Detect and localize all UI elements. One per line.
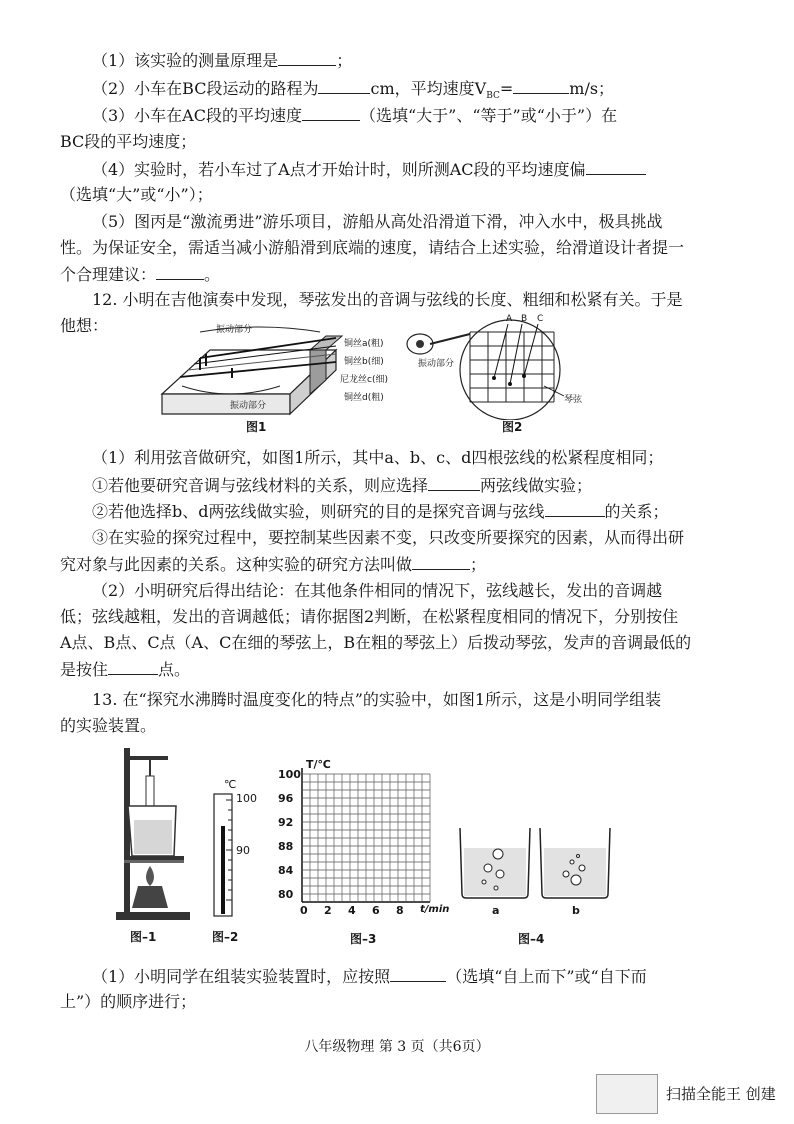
figure-caption: 图–1: [130, 930, 157, 944]
q11-part5-cont: 性。为保证安全，需适当减小游船滑到底端的速度，请结合上述实验，给滑道设计者提一: [60, 238, 685, 257]
boiling-apparatus-figure: [110, 746, 196, 946]
answer-blank[interactable]: [318, 77, 370, 94]
graph-y-tick: 80: [278, 888, 294, 901]
temperature-grid: [270, 766, 460, 916]
q12-part2-cont: 低；弦线越粗，发出的音调越低；请你据图2判断，在松紧程度相同的情况下，分别按住: [60, 607, 679, 626]
thermometer-tick: 90: [236, 844, 250, 857]
thermometer-unit: ℃: [224, 778, 237, 791]
answer-blank[interactable]: [428, 474, 480, 491]
q12-intro-cont: 他想：: [60, 316, 109, 335]
figure-caption: 图–2: [212, 930, 239, 944]
answer-blank[interactable]: [390, 965, 446, 982]
q11-part5: （5）图丙是“激流勇进”游乐项目，游船从高处沿滑道下滑，冲入水中，极具挑战: [92, 212, 663, 231]
point-a-label: A: [506, 314, 513, 324]
vibration-part-label: 振动部分: [418, 359, 455, 369]
guitar-figure: [404, 316, 604, 434]
beaker-a-label: a: [492, 904, 500, 917]
temperature-graph-figure: [270, 758, 460, 948]
q13-intro: 13. 在“探究水沸腾时温度变化的特点”的实验中，如图1所示，这是小明同学组装: [92, 690, 662, 709]
graph-y-tick: 88: [278, 840, 294, 853]
apparatus-drawing: [110, 746, 196, 924]
answer-blank[interactable]: [108, 658, 158, 675]
beaker-b-label: b: [572, 904, 580, 917]
q12-intro: 12. 小明在吉他演奏中发现，琴弦发出的音调与弦线的长度、粗细和松紧有关。于是: [92, 290, 683, 309]
graph-x-tick: 2: [324, 904, 332, 917]
q11-part5-end: 个合理建议： 。: [60, 265, 221, 284]
thermometer-figure: [208, 778, 268, 946]
q12-part2: （2）小明研究后得出结论：在其他条件相同的情况下，弦线越长，发出的音调越: [92, 581, 663, 600]
wire-label-d: 铜丝d(粗): [344, 393, 384, 403]
scanner-watermark: [596, 1074, 786, 1114]
beakers-drawing: [456, 818, 616, 902]
q12-part1a: ①若他要研究音调与弦线材料的关系，则应选择 两弦线做实验；: [92, 476, 593, 495]
q13-part1: （1）小明同学在组装实验装置时，应按照 （选填“自上而下”或“自下而: [92, 967, 647, 986]
qr-logo-icon: [596, 1074, 658, 1114]
page-footer: 八年级物理 第 3 页（共6页）: [304, 1039, 490, 1055]
point-c-label: C: [537, 314, 544, 324]
graph-y-tick: 96: [278, 792, 294, 805]
q11-part3-cont: BC段的平均速度；: [60, 132, 197, 151]
graph-x-tick: 6: [372, 904, 380, 917]
answer-blank[interactable]: [412, 553, 470, 570]
answer-blank[interactable]: [156, 263, 204, 280]
vibration-part-label: 振动部分: [216, 325, 253, 335]
q12-part2-cont2: A点、B点、C点（A、C在细的琴弦上，B在粗的琴弦上）后拨动琴弦，发声的音调最低的: [60, 633, 692, 652]
q11-part3: （3）小车在AC段的平均速度 （选填“大于”、“等于”或“小于”）在: [92, 106, 618, 125]
point-b-label: B: [521, 314, 528, 324]
q11-part4-cont: （选填“大”或“小”）；: [60, 185, 213, 204]
q11-part1: （1）该实验的测量原理是 ；: [92, 51, 353, 70]
answer-blank[interactable]: [302, 104, 360, 121]
q11-part4: （4）实验时，若小车过了A点才开始计时，则所测AC段的平均速度偏: [92, 158, 646, 181]
figure-caption: 图1: [246, 420, 267, 434]
vibration-part-label: 振动部分: [230, 401, 267, 411]
wire-label-a: 铜丝a(粗): [344, 339, 384, 349]
string-label: 琴弦: [564, 395, 583, 405]
graph-y-label: T/℃: [306, 758, 331, 771]
string-board-figure: [160, 322, 386, 434]
q12-part1b: ②若他选择b、d两弦线做实验，则研究的目的是探究音调与弦线 的关系；: [92, 502, 669, 521]
answer-blank[interactable]: [545, 500, 605, 517]
q12-part1c: ③在实验的探究过程中，要控制某些因素不变，只改变所要探究的因素，从而得出研: [92, 528, 685, 547]
q11-part2: （2）小车在BC段运动的路程为 cm，平均速度$V_{BC}= m/s$；: [92, 79, 615, 102]
figure-caption: 图2: [502, 420, 523, 434]
graph-y-tick: 84: [278, 864, 294, 877]
graph-y-tick: 100: [278, 768, 301, 781]
q13-part1-cont: 上”）的顺序进行；: [60, 992, 197, 1011]
answer-blank[interactable]: [278, 49, 336, 66]
q13-intro-cont: 的实验装置。: [60, 716, 157, 735]
watermark-text: 扫描全能王 创建: [666, 1085, 776, 1103]
answer-blank[interactable]: [586, 158, 646, 175]
q12-part2-end: 是按住 点。: [60, 660, 191, 679]
graph-y-tick: 92: [278, 816, 294, 829]
answer-blank[interactable]: [513, 77, 569, 94]
figure-caption: 图–4: [518, 932, 545, 946]
figure-caption: 图–3: [350, 932, 377, 946]
graph-x-label: t/min: [420, 904, 450, 915]
graph-x-tick: 8: [396, 904, 404, 917]
wire-label-b: 铜丝b(细): [344, 357, 384, 367]
thermometer-tick: 100: [236, 792, 257, 805]
graph-x-tick: 4: [348, 904, 356, 917]
beakers-figure: [456, 818, 616, 948]
q12-part1c-cont: 究对象与此因素的关系。这种实验的研究方法叫做 ；: [60, 555, 487, 574]
graph-x-tick: 0: [300, 904, 308, 917]
q12-part1: （1）利用弦音做研究，如图1所示，其中a、b、c、d四根弦线的松紧程度相同；: [92, 448, 664, 467]
wire-label-c: 尼龙丝c(细): [340, 375, 388, 385]
